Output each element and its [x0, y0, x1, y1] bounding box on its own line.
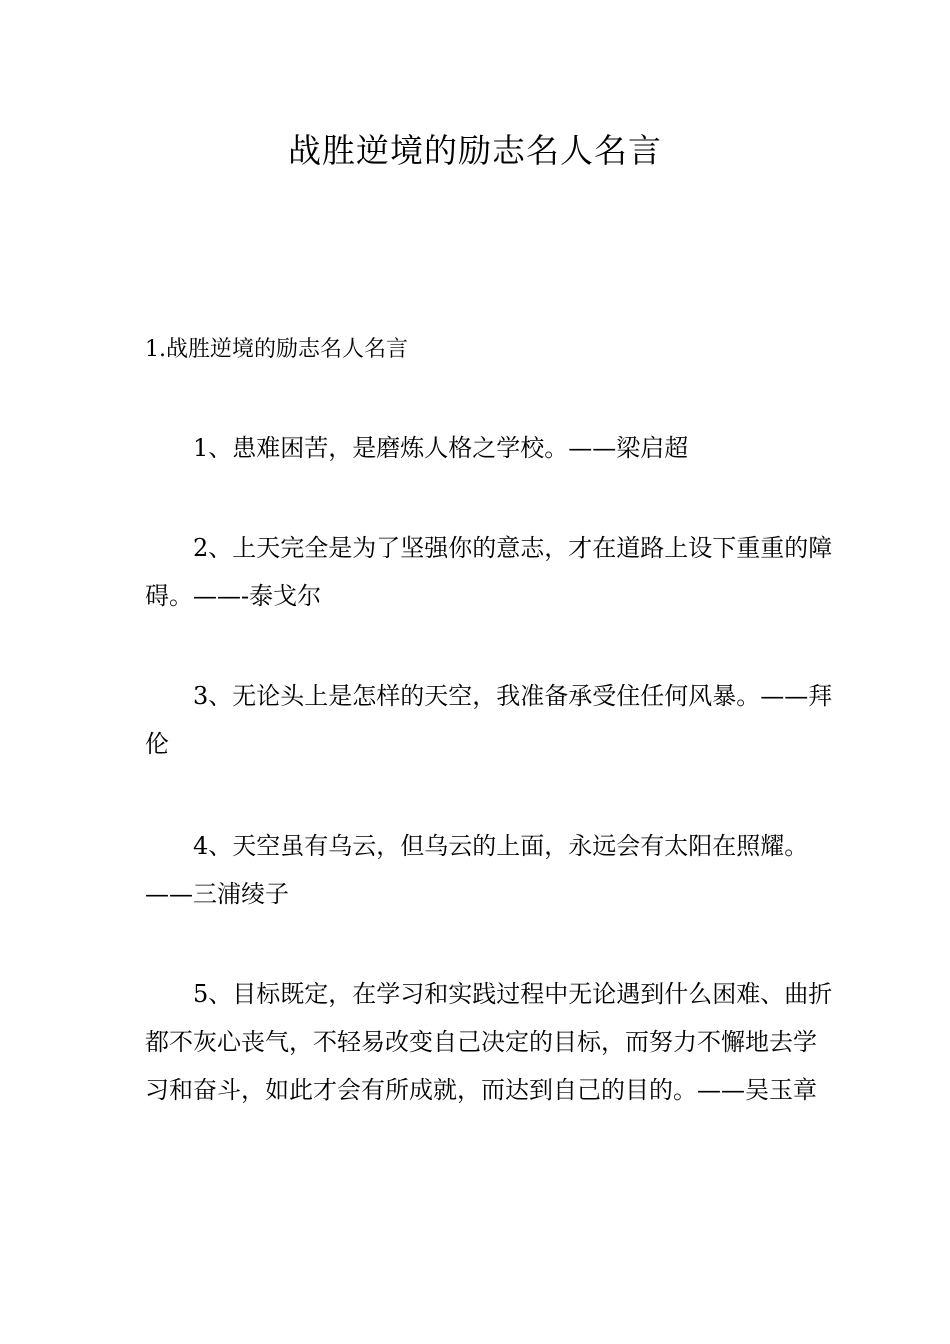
section-heading: 1.战胜逆境的励志名人名言: [145, 337, 408, 362]
quote-paragraph: 4、天空虽有乌云，但乌云的上面，永远会有太阳在照耀。——三浦绫子: [145, 832, 809, 908]
quote-paragraph: 3、无论头上是怎样的天空，我准备承受住任何风暴。——拜伦: [145, 682, 833, 758]
quote-paragraph: 2、上天完全是为了坚强你的意志，才在道路上设下重重的障碍。——-泰戈尔: [145, 534, 833, 610]
document-title: 战胜逆境的励志名人名言: [288, 131, 662, 170]
quote-paragraph: 5、目标既定，在学习和实践过程中无论遇到什么困难、曲折都不灰心丧气，不轻易改变自己决定的目标，而努力不懈地去学习和奋斗，如此才会有所成就，而达到自己的目的。——吴玉章: [145, 980, 833, 1104]
quote-paragraph: 1、患难困苦，是磨炼人格之学校。——梁启超: [193, 434, 689, 462]
